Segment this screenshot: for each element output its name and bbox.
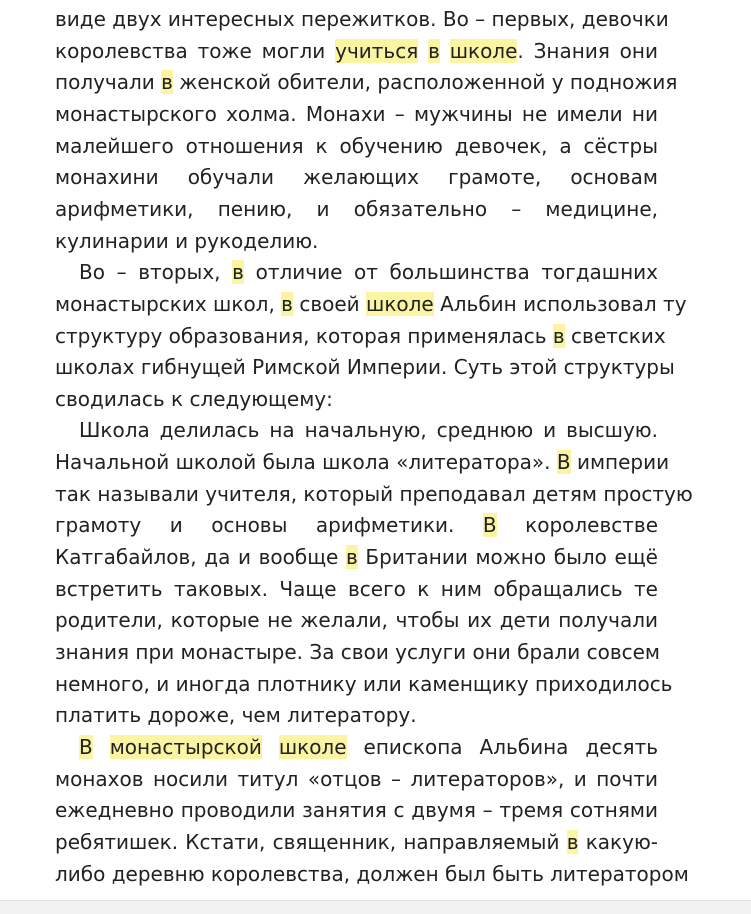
text-segment: Начальной школой была школа «литератора». [55,450,557,475]
text-segment: малейшего отношения к обучению девочек, а сёстры [55,133,658,158]
text-line [55,130,658,162]
highlighted-word: в [161,70,173,95]
text-line [55,478,693,510]
text-segment [440,39,450,63]
text-segment: епископа Альбина десять [346,734,659,759]
text-segment: женской обители, расположенной у подножия [172,70,678,95]
text-segment: структуру образования, которая применялась [55,323,553,348]
text-line [55,3,669,35]
text-segment: знания при монастыре. За свои услуги они брали совсем [55,640,660,664]
highlighted-word: монастырской [109,734,262,759]
text-segment: какую- [578,829,658,854]
text-segment: светских [564,323,666,348]
text-line [55,794,658,826]
highlighted-word: в [232,260,244,285]
highlighted-word: учиться [335,38,419,63]
text-line [55,636,658,668]
highlighted-word: в [552,323,565,348]
text-segment: встретить таковых. Чаще всего к ним обращались те [55,576,658,601]
text-segment: Школа делилась на начальную, среднюю и высшую. [79,418,658,443]
text-segment: империи [570,450,670,475]
highlighted-word: В [79,734,93,759]
text-line [55,826,658,858]
text-segment: грамоту и основы арифметики. [55,513,483,538]
text-segment: платить дороже, чем литератору. [55,703,417,728]
text-line [55,541,658,573]
text-segment: Во – вторых, [79,260,233,285]
text-segment: королевства тоже могли [55,38,336,63]
text-segment: виде двух интересных пережитков. Во – первых, девочки [55,7,669,31]
text-line [55,193,658,225]
text-line [55,858,689,890]
text-line [55,98,658,130]
text-segment: монастырских школ, [55,291,282,316]
text-line [55,161,658,193]
text-line [55,414,658,446]
text-line [55,256,658,288]
text-segment: монахини обучали желающих грамоте, основам [55,165,658,190]
text-line [55,573,658,605]
highlighted-word: школе [449,38,518,63]
text-segment: получали [55,70,162,95]
text-segment [93,735,110,759]
text-line [55,351,675,383]
text-line [55,763,658,795]
text-segment: ежедневно проводили занятия с двумя – тремя сотнями [55,798,658,823]
text-segment: немного, и иногда плотнику или каменщику приходилось [55,671,673,696]
text-segment: Британии можно было ещё [357,545,658,570]
text-segment: монахов носили титул «отцов – литераторов», и почти [55,766,658,791]
text-segment: родители, которые не желали, чтобы их дети получали [55,608,658,633]
highlighted-word: в [281,291,293,316]
text-segment: либо деревню королевства, должен был быть литератором [55,861,689,886]
text-segment [262,735,279,759]
highlighted-word: В [482,513,497,538]
highlighted-word: школе [278,734,347,759]
highlighted-word: В [556,450,571,475]
text-segment: кулинарии и рукоделию. [55,228,319,253]
highlighted-word: школе [366,291,434,316]
text-segment: . Знания они [517,38,658,63]
text-line [55,35,658,67]
document-page [55,0,693,900]
text-segment: Альбин использовал ту [433,291,687,316]
text-line [55,383,658,415]
text-segment: королевстве [496,513,658,538]
text-segment: Катгабайлов, да и вообще [55,545,346,570]
text-segment: так называли учителя, который преподавал детям простую [55,481,693,506]
highlighted-word: в [428,38,440,63]
text-segment [418,39,428,63]
text-line [55,446,670,478]
highlighted-word: в [346,545,358,570]
text-line [55,604,658,636]
text-line [55,699,658,731]
text-line [55,320,666,352]
text-segment: монастырского холма. Монахи – мужчины не имели ни [55,101,658,126]
page-bottom-edge [0,900,751,914]
text-segment: арифметики, пению, и обязательно – медицине, [55,196,658,221]
text-segment: сводилась к следующему: [55,386,333,411]
text-line [55,288,687,320]
text-segment: своей [292,291,367,316]
text-line [55,225,658,257]
text-segment: отличие от большинства тогдашних [243,260,659,285]
text-line [55,66,678,98]
text-line [55,509,658,541]
text-line [55,668,673,700]
text-segment: школах гибнущей Римской Империи. Суть этой структуры [55,355,675,380]
text-line [55,731,658,763]
highlighted-word: в [566,829,579,854]
text-segment: ребятишек. Кстати, священник, направляемый [55,829,567,854]
